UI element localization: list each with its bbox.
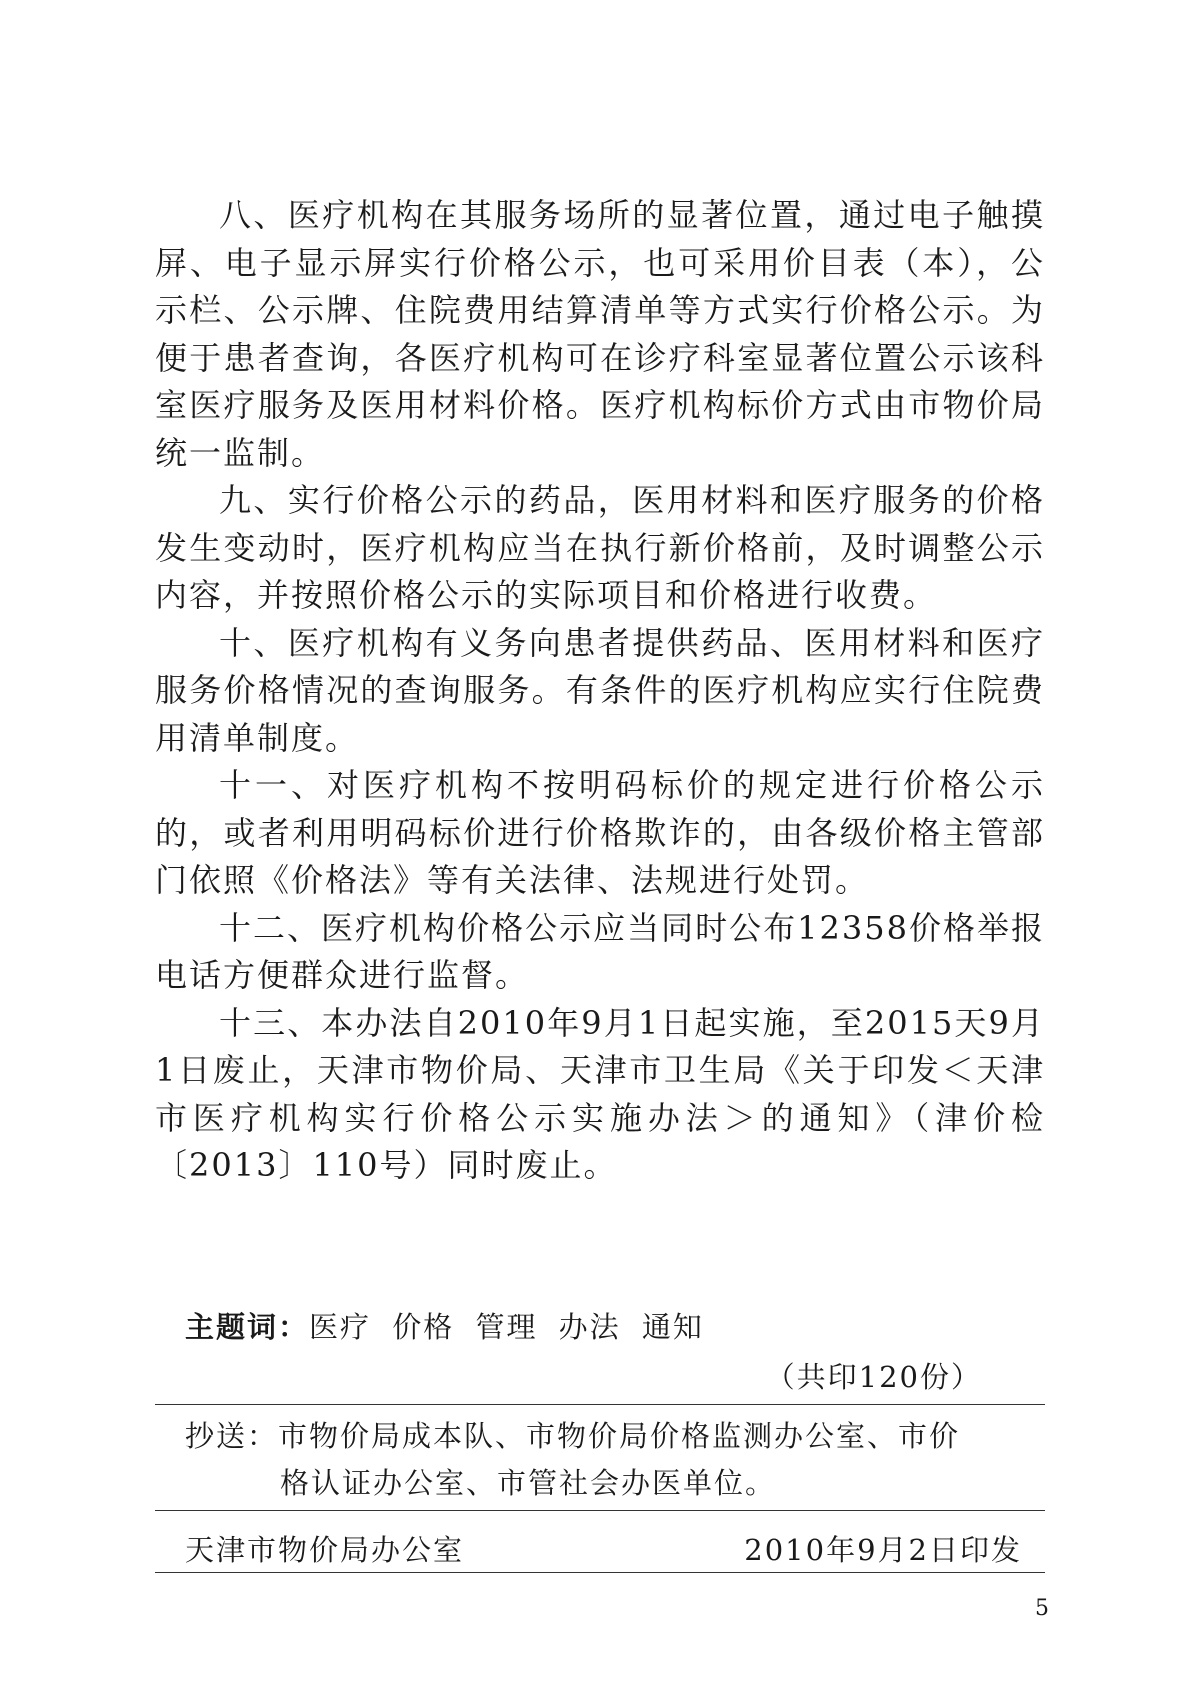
paragraph-8: 八、医疗机构在其服务场所的显著位置，通过电子触摸屏、电子显示屏实行价格公示，也可采用价目表（本），公示栏、公示牌、住院费用结算清单等方式实行价格公示。为便于患者查询，各医疗机构可在诊疗科室显著位置公示该科室医疗服务及医用材料价格。医疗机构标价方式由市物价局统一监制。: [155, 196, 1045, 472]
paragraph-13: 十三、本办法自2010年9月1日起实施，至2015天9月1日废止，天津市物价局、天津市卫生局《关于印发＜天津市医疗机构实行价格公示实施办法＞的通知》（津价检〔2013〕110号）同时废止。: [155, 1003, 1045, 1184]
document-body: [155, 192, 1045, 1190]
issue-date: 2010年9月2日印发: [744, 1533, 1022, 1567]
cc-block: [185, 1413, 1015, 1507]
divider-top: [155, 1404, 1045, 1405]
paragraph-12: 十二、医疗机构价格公示应当同时公布12358价格举报电话方便群众进行监督。: [155, 908, 1045, 994]
keywords-value: 医疗 价格 管理 办法 通知: [309, 1310, 704, 1344]
cc-recipients-1: 市物价局成本队、市物价局价格监测办公室、市价: [278, 1419, 961, 1453]
paragraph-11: 十一、对医疗机构不按明码标价的规定进行价格公示的，或者利用明码标价进行价格欺诈的，由各级价格主管部门依照《价格法》等有关法律、法规进行处罚。: [155, 766, 1045, 899]
issuing-office: 天津市物价局办公室: [185, 1533, 465, 1567]
cc-label: 抄送：: [185, 1419, 279, 1453]
print-copies: （共印120份）: [765, 1360, 982, 1394]
subject-keywords: [185, 1305, 704, 1346]
page-number: 5: [1035, 1596, 1049, 1621]
paragraph-9: 九、实行价格公示的药品，医用材料和医疗服务的价格发生变动时，医疗机构应当在执行新价格前，及时调整公示内容，并按照价格公示的实际项目和价格进行收费。: [155, 481, 1045, 614]
divider-middle: [155, 1510, 1045, 1511]
paragraph-10: 十、医疗机构有义务向患者提供药品、医用材料和医疗服务价格情况的查询服务。有条件的医疗机构应实行住院费用清单制度。: [155, 623, 1045, 757]
divider-bottom: [155, 1572, 1045, 1573]
cc-line-1: [185, 1413, 1015, 1460]
keywords-label: 主题词：: [185, 1310, 310, 1344]
cc-recipients-2: 格认证办公室、市管社会办医单位。: [280, 1466, 777, 1500]
